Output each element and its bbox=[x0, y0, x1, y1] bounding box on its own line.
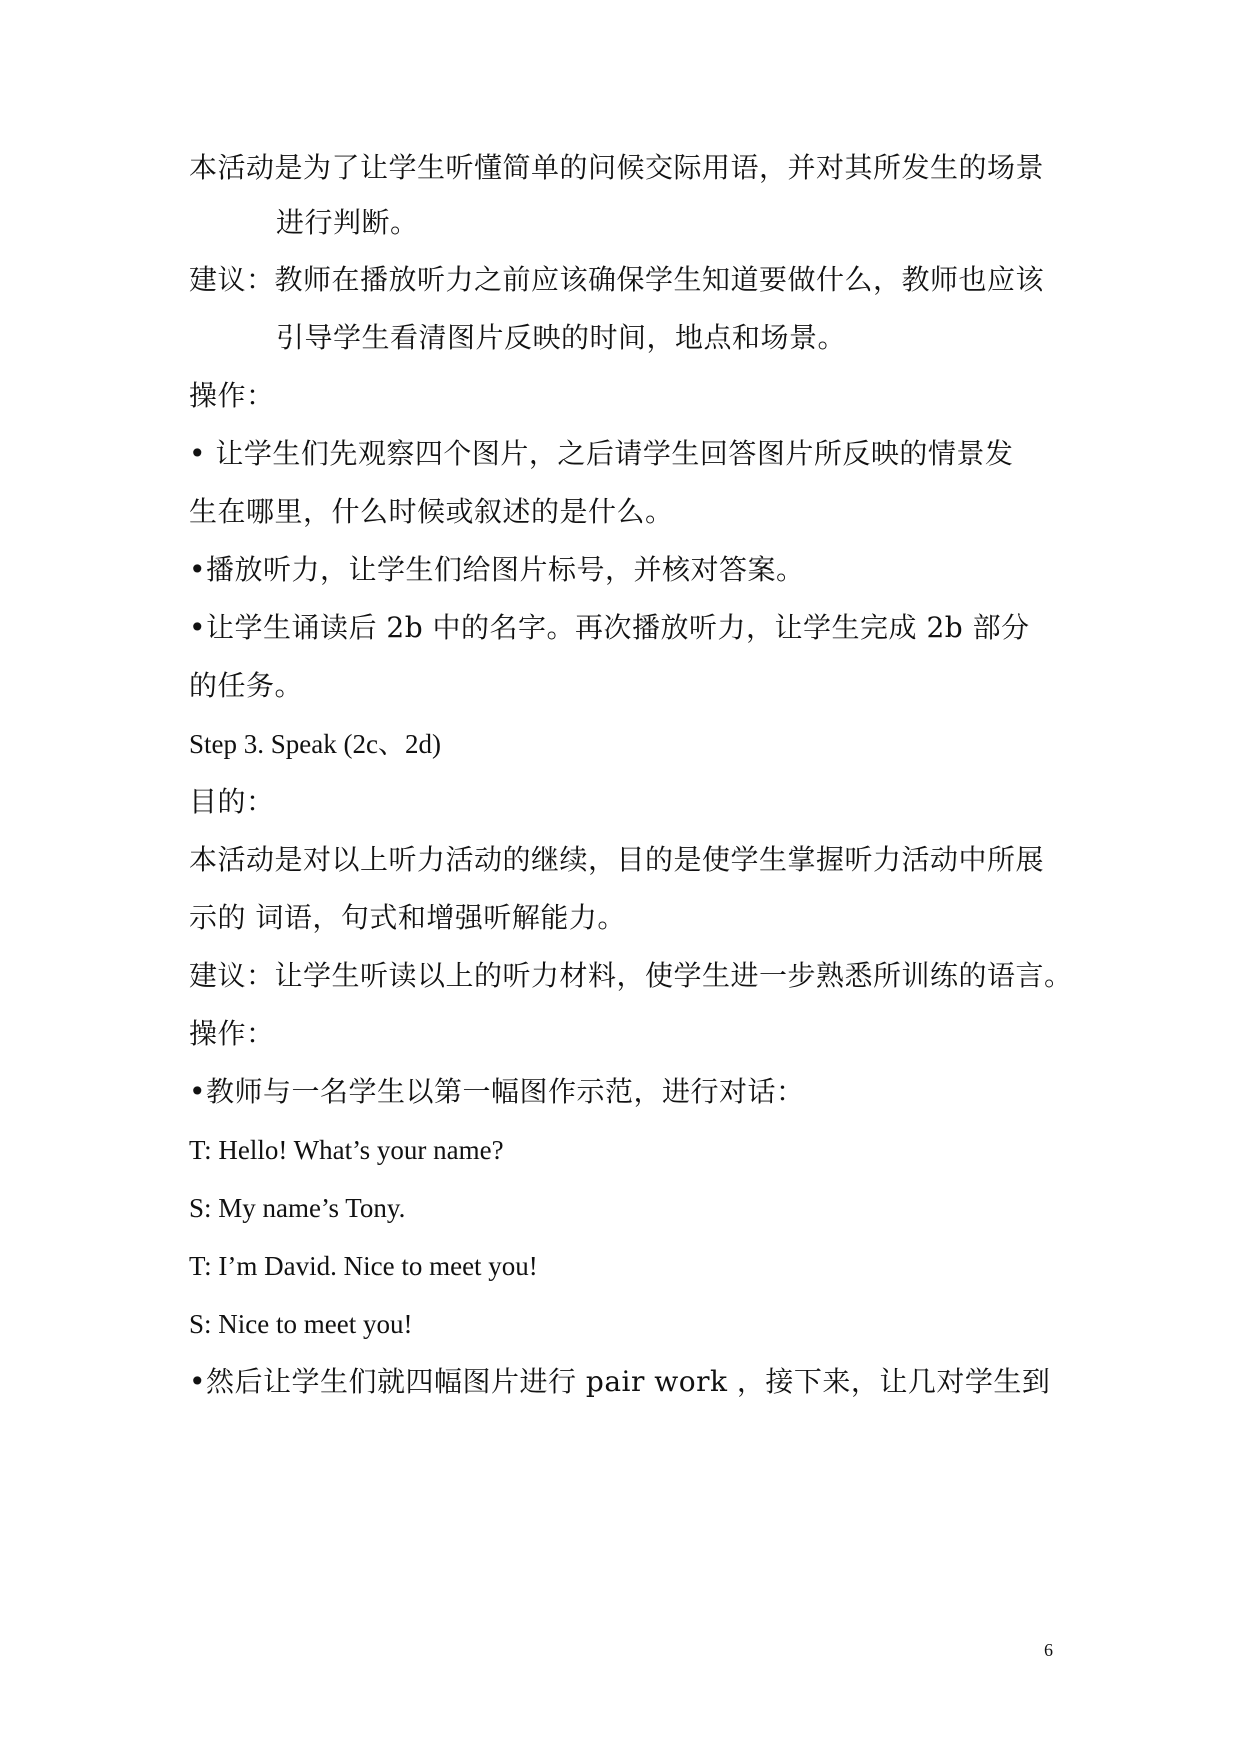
text-line: •然后让学生们就四幅图片进行 pair work ，接下来，让几对学生到 bbox=[189, 1365, 1051, 1398]
text-line: 的任务。 bbox=[189, 669, 304, 702]
dialogue-line: T: Hello! What’s your name? bbox=[189, 1135, 504, 1165]
dialogue-line: S: My name’s Tony. bbox=[189, 1193, 406, 1223]
text-line: 目的： bbox=[189, 785, 275, 818]
text-line: 建议：教师在播放听力之前应该确保学生知道要做什么，教师也应该 bbox=[189, 263, 1045, 296]
text-line: 生在哪里，什么时候或叙述的是什么。 bbox=[189, 495, 674, 528]
dialogue-line: T: I’m David. Nice to meet you! bbox=[189, 1251, 538, 1281]
page-number: 6 bbox=[1044, 1640, 1053, 1660]
text-line: 进行判断。 bbox=[276, 206, 419, 239]
text-line: 本活动是对以上听力活动的继续，目的是使学生掌握听力活动中所展 bbox=[189, 843, 1045, 876]
text-line: •教师与一名学生以第一幅图作示范，进行对话： bbox=[189, 1075, 805, 1108]
text-line: •播放听力，让学生们给图片标号，并核对答案。 bbox=[189, 553, 805, 586]
text-line: 示的 词语，句式和增强听解能力。 bbox=[189, 901, 626, 934]
text-line: •让学生诵读后 2b 中的名字。再次播放听力，让学生完成 2b 部分 bbox=[189, 611, 1030, 644]
step-heading: Step 3. Speak (2c、2d) bbox=[189, 729, 441, 759]
text-line: 本活动是为了让学生听懂简单的问候交际用语，并对其所发生的场景 bbox=[189, 151, 1045, 184]
text-line: • 让学生们先观察四个图片，之后请学生回答图片所反映的情景发 bbox=[189, 437, 1014, 470]
text-line: 建议：让学生听读以上的听力材料，使学生进一步熟悉所训练的语言。 bbox=[189, 959, 1073, 992]
text-line: 操作： bbox=[189, 379, 275, 412]
dialogue-line: S: Nice to meet you! bbox=[189, 1309, 413, 1339]
text-line: 引导学生看清图片反映的时间，地点和场景。 bbox=[276, 321, 847, 354]
text-line: 操作： bbox=[189, 1017, 275, 1050]
